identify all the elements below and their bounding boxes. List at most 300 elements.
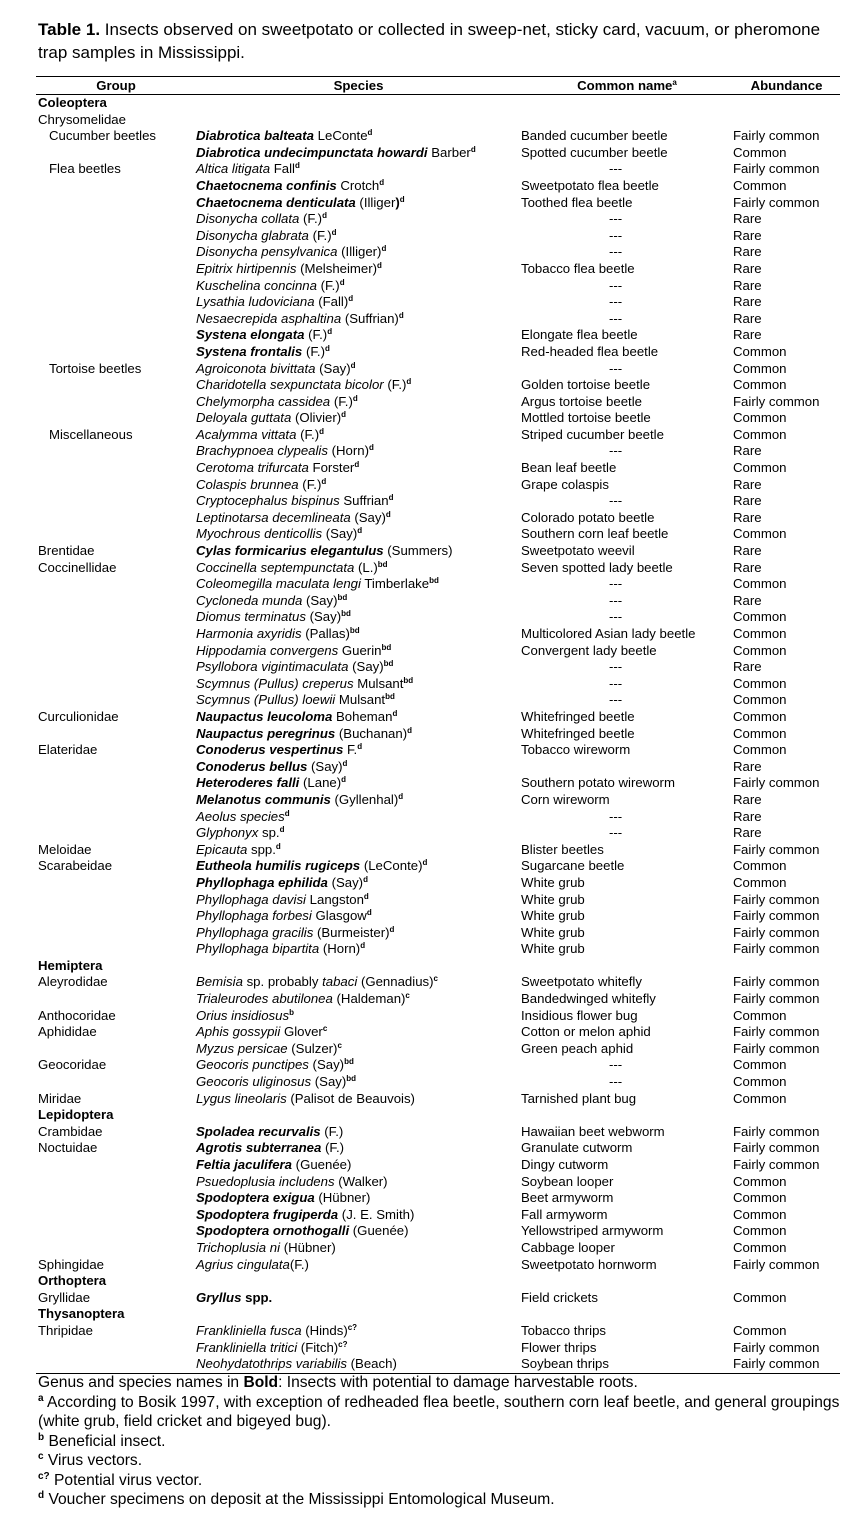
- table-row: [36, 410, 840, 427]
- footnote-mark: d: [407, 725, 412, 735]
- species-name: Cylas formicarius elegantulus: [196, 543, 384, 559]
- species-name: Conoderus bellus: [196, 758, 308, 774]
- species-author: (Say): [322, 526, 358, 542]
- abundance-cell: Rare: [733, 808, 762, 824]
- table-row: [36, 726, 840, 743]
- species-cell: [196, 908, 521, 925]
- common-name-cell: Insidious flower bug: [521, 1007, 638, 1023]
- footnote-mark: d: [341, 410, 347, 420]
- group-cell: [36, 394, 196, 411]
- common-name-cell: Corn wireworm: [521, 791, 610, 807]
- abundance-cell: Common: [733, 144, 787, 160]
- common-name-cell: ---: [609, 692, 623, 708]
- species-cell: [196, 145, 521, 162]
- species-cell: [196, 294, 521, 311]
- table-row: [36, 576, 840, 593]
- species-cell: [196, 593, 521, 610]
- table-row: [36, 609, 840, 626]
- group-cell: [36, 1207, 196, 1224]
- table-row: [36, 394, 840, 411]
- species-name: Spoladea recurvalis: [196, 1123, 321, 1139]
- species-cell: [196, 991, 521, 1008]
- group-cell: [36, 726, 196, 743]
- table-row: [36, 643, 840, 660]
- abundance-cell: Fairly common: [733, 1256, 820, 1272]
- footnote-a: $^a$ According to Bosik 1997, with exception of redheaded flea beetle, southern corn leaf beetle, and general groupings (white grub, field cricket and bigeyed bug).: [38, 1392, 840, 1430]
- species-author: (Say): [308, 1057, 345, 1073]
- species-name-2: tabaci: [322, 974, 358, 990]
- table-row: [36, 1140, 840, 1157]
- species-author: (F.): [308, 227, 332, 243]
- table-row: [36, 1157, 840, 1174]
- footnote-mark: d: [331, 227, 337, 237]
- group-cell: [36, 593, 196, 610]
- species-cell: [196, 1041, 521, 1058]
- abundance-cell: Rare: [733, 211, 762, 227]
- common-name-cell: ---: [609, 808, 623, 824]
- species-name: Heteroderes falli: [196, 775, 300, 791]
- common-name-cell: ---: [609, 675, 623, 691]
- species-author: (L.): [354, 559, 378, 575]
- species-author: sp. probably: [242, 974, 323, 990]
- footnote-mark: bd: [337, 592, 348, 602]
- table-row: [36, 792, 840, 809]
- table-row: [36, 510, 840, 527]
- species-name: Systena elongata: [196, 327, 305, 343]
- species-author: (Fitch): [297, 1339, 339, 1355]
- species-cell: [196, 1024, 521, 1041]
- abundance-cell: Fairly common: [733, 908, 820, 924]
- table-row: [36, 161, 840, 178]
- species-author-bracket: ): [395, 194, 400, 210]
- species-name: Psuedoplusia includens: [196, 1173, 335, 1189]
- species-name: Coccinella septempunctata: [196, 559, 355, 575]
- species-name: Conoderus vespertinus: [196, 742, 344, 758]
- species-author: (Hinds): [301, 1322, 348, 1338]
- species-cell: [196, 1157, 521, 1174]
- abundance-cell: Common: [733, 1289, 787, 1305]
- species-name: Naupactus peregrinus: [196, 725, 336, 741]
- common-name-cell: Sweetpotato flea beetle: [521, 177, 659, 193]
- footnote-mark: d: [363, 891, 369, 901]
- species-cell: [196, 278, 521, 295]
- footnote-mark: c?: [338, 1339, 348, 1349]
- species-cell: [196, 692, 521, 709]
- header-group: Group: [36, 77, 196, 95]
- species-cell: [196, 1207, 521, 1224]
- common-name-cell: Yellowstriped armyworm: [521, 1223, 664, 1239]
- species-name: Colaspis brunnea: [196, 476, 299, 492]
- group-cell: Tortoise beetles: [49, 360, 142, 376]
- species-name: Geocoris uliginosus: [196, 1074, 312, 1090]
- species-name: Diabrotica balteata: [196, 128, 314, 144]
- abundance-cell: Fairly common: [733, 991, 820, 1007]
- group-cell: [36, 1340, 196, 1357]
- group-cell: [36, 294, 196, 311]
- species-author: Crotch: [336, 177, 380, 193]
- abundance-cell: Common: [733, 410, 787, 426]
- species-cell: [196, 775, 521, 792]
- abundance-cell: Fairly common: [733, 194, 820, 210]
- abundance-cell: Rare: [733, 791, 762, 807]
- group-cell: Crambidae: [38, 1123, 103, 1139]
- footnote-mark: bd: [341, 609, 351, 619]
- table-row: [36, 709, 840, 726]
- table-row: [36, 1290, 840, 1307]
- abundance-cell: Rare: [733, 659, 762, 675]
- group-cell: Chrysomelidae: [38, 111, 126, 127]
- species-cell: [196, 858, 521, 875]
- species-name: Scymnus (Pullus) loewii: [196, 692, 336, 708]
- table-row: [36, 460, 840, 477]
- abundance-cell: Common: [733, 1173, 787, 1189]
- footnote-mark: d: [327, 327, 333, 337]
- common-name-cell: Tobacco thrips: [521, 1322, 607, 1338]
- table-row: [36, 1190, 840, 1207]
- footnote-mark: bd: [346, 1074, 357, 1084]
- table-title-text: Insects observed on sweetpotato or collected in sweep-net, sticky card, vacuum, or pheromone trap samples in Mississippi.: [38, 20, 821, 62]
- species-name: Aphis gossypii: [196, 1024, 281, 1040]
- species-author: Fall: [270, 161, 295, 177]
- species-author: spp.: [247, 841, 276, 857]
- species-author: (F.): [299, 211, 323, 227]
- group-cell: [36, 1223, 196, 1240]
- abundance-cell: Common: [733, 1007, 787, 1023]
- group-cell: [36, 925, 196, 942]
- header-abundance: Abundance: [733, 77, 840, 95]
- abundance-cell: Rare: [733, 543, 762, 559]
- group-cell: [36, 261, 196, 278]
- common-name-cell: Whitefringed beetle: [521, 708, 635, 724]
- abundance-cell: Common: [733, 1223, 787, 1239]
- species-author: (Guenée): [349, 1223, 409, 1239]
- footnote-mark: c?: [347, 1322, 358, 1332]
- common-name-cell: Flower thrips: [521, 1339, 597, 1355]
- table-row: [36, 560, 840, 577]
- common-name-cell: ---: [609, 310, 623, 326]
- table-row: [36, 1174, 840, 1191]
- common-name-cell: Sweetpotato hornworm: [521, 1256, 657, 1272]
- table-row: [36, 95, 840, 112]
- species-cell: [196, 1057, 521, 1074]
- species-name: Nesaecrepida asphaltina: [196, 310, 342, 326]
- species-author: (Buchanan): [335, 725, 408, 741]
- species-cell: [196, 726, 521, 743]
- table-row: [36, 1240, 840, 1257]
- species-author: sp.: [258, 825, 280, 841]
- species-name: Spodoptera ornothogalli: [196, 1223, 350, 1239]
- species-name: Chaetocnema confinis: [196, 177, 337, 193]
- common-name-cell: ---: [609, 244, 623, 260]
- footnote-d: $^d$ Voucher specimens on deposit at the Mississippi Entomological Museum.: [38, 1490, 555, 1508]
- species-author: (Fall): [314, 294, 349, 310]
- common-name-cell: Mottled tortoise beetle: [521, 410, 651, 426]
- species-name: Feltia jaculifera: [196, 1157, 293, 1172]
- species-name: Frankliniella fusca: [196, 1322, 302, 1338]
- group-cell: [36, 228, 196, 245]
- abundance-cell: Rare: [733, 260, 762, 276]
- species-name: Harmonia axyridis: [196, 626, 302, 641]
- species-name: Geocoris punctipes: [196, 1057, 309, 1073]
- species-cell: [196, 493, 521, 510]
- abundance-cell: Rare: [733, 277, 762, 293]
- species-name: Chaetocnema denticulata: [196, 194, 356, 210]
- group-cell: [36, 576, 196, 593]
- abundance-cell: Fairly common: [733, 891, 820, 907]
- species-cell: [196, 477, 521, 494]
- species-name: Disonycha pensylvanica: [196, 244, 338, 260]
- common-name-cell: Elongate flea beetle: [521, 327, 638, 343]
- species-author: (Say): [350, 509, 386, 525]
- species-cell: [196, 1074, 521, 1091]
- species-name: Disonycha collata: [196, 211, 300, 227]
- footnote-mark: c: [433, 974, 438, 984]
- species-author: (Say): [302, 592, 338, 608]
- abundance-cell: Fairly common: [733, 775, 820, 791]
- group-cell: Elateridae: [38, 742, 98, 758]
- species-author: (F.): [330, 393, 353, 409]
- table-row: [36, 892, 840, 909]
- species-name: Agroiconota bivittata: [196, 360, 316, 376]
- common-name-cell: [521, 958, 733, 975]
- species-author: (F.): [321, 1140, 345, 1156]
- common-name-cell: [521, 112, 733, 129]
- footnote-mark: d: [406, 377, 412, 387]
- species-cell: [196, 1273, 521, 1290]
- footnote-mark: d: [470, 144, 476, 154]
- footnote-mark: d: [325, 343, 330, 353]
- species-author: (Illiger: [355, 194, 396, 210]
- species-name: Epitrix hirtipennis: [196, 260, 297, 276]
- species-name: Aeolus species: [196, 808, 285, 824]
- species-name: Lygus lineolaris: [196, 1090, 287, 1106]
- table-row: [36, 361, 840, 378]
- abundance-cell: Common: [733, 742, 787, 758]
- species-author: spp.: [241, 1289, 273, 1305]
- table-row: [36, 842, 840, 859]
- group-cell: [36, 178, 196, 195]
- group-cell: [36, 278, 196, 295]
- common-name-cell: Granulate cutworm: [521, 1140, 633, 1156]
- group-cell: [36, 809, 196, 826]
- abundance-cell: Rare: [733, 310, 762, 326]
- species-name: Brachypnoea clypealis: [196, 443, 328, 459]
- abundance-cell: Rare: [733, 509, 762, 525]
- common-name-cell: Tobacco flea beetle: [521, 260, 635, 276]
- group-cell: [36, 410, 196, 427]
- species-author: Guerin: [338, 642, 382, 658]
- species-cell: [196, 792, 521, 809]
- species-name: Epicauta: [196, 841, 248, 857]
- species-author: Langston: [305, 891, 364, 907]
- species-cell: [196, 875, 521, 892]
- table-row: [36, 809, 840, 826]
- abundance-cell: Common: [733, 360, 787, 376]
- footnote-mark: d: [319, 426, 325, 436]
- species-author: (Melsheimer): [296, 260, 378, 276]
- common-name-cell: Southern potato wireworm: [521, 775, 675, 791]
- abundance-cell: Rare: [733, 327, 762, 343]
- species-cell: [196, 1107, 521, 1124]
- species-cell: [196, 112, 521, 129]
- group-cell: [36, 1157, 196, 1174]
- footnote-mark: d: [399, 194, 405, 204]
- group-cell: [36, 908, 196, 925]
- species-author: Timberlake: [360, 576, 430, 592]
- group-cell: Curculionidae: [38, 708, 119, 724]
- common-name-cell: Red-headed flea beetle: [521, 343, 659, 359]
- common-name-cell: ---: [609, 659, 623, 675]
- species-name: Spodoptera exigua: [196, 1190, 315, 1206]
- species-author: (Beach): [347, 1356, 397, 1372]
- table-row: [36, 941, 840, 958]
- species-cell: [196, 311, 521, 328]
- group-cell: Sphingidae: [38, 1256, 104, 1272]
- abundance-cell: Common: [733, 576, 787, 592]
- abundance-cell: Rare: [733, 493, 762, 509]
- footnote-mark: d: [398, 310, 404, 320]
- species-cell: [196, 842, 521, 859]
- table-row: [36, 1207, 840, 1224]
- table-row: [36, 742, 840, 759]
- species-author: (Lane): [299, 775, 342, 791]
- group-cell: Geocoridae: [38, 1057, 107, 1073]
- species-name: Agrius cingulata: [196, 1256, 290, 1272]
- common-name-cell: Green peach aphid: [521, 1040, 634, 1056]
- group-cell: Lepidoptera: [38, 1107, 114, 1123]
- common-name-cell: Sweetpotato weevil: [521, 543, 635, 559]
- species-author: (F.): [383, 377, 407, 393]
- species-name: Kuschelina concinna: [196, 277, 317, 293]
- footnote-mark: d: [284, 808, 290, 818]
- species-name: Eutheola humilis rugiceps: [196, 858, 361, 874]
- abundance-cell: Rare: [733, 227, 762, 243]
- species-name: Gryllus: [196, 1289, 242, 1305]
- common-name-cell: Convergent lady beetle: [521, 642, 657, 658]
- species-cell: [196, 759, 521, 776]
- abundance-cell: Fairly common: [733, 1157, 820, 1172]
- footnote-mark: bd: [381, 642, 392, 652]
- abundance-cell: [733, 1273, 840, 1290]
- abundance-cell: Common: [733, 858, 787, 874]
- insect-table: [36, 76, 840, 1374]
- group-cell: Aphididae: [38, 1024, 97, 1040]
- species-author: (Say): [311, 1074, 347, 1090]
- footnote-mark: bd: [403, 675, 414, 685]
- common-name-cell: Multicolored Asian lady beetle: [521, 626, 696, 641]
- common-name-cell: Sweetpotato whitefly: [521, 974, 642, 990]
- group-cell: [36, 659, 196, 676]
- common-name-cell: ---: [609, 227, 623, 243]
- species-author: Barber: [427, 144, 471, 160]
- species-author: (Say): [307, 758, 343, 774]
- species-cell: [196, 1356, 521, 1373]
- table-row: [36, 294, 840, 311]
- species-author: (F.): [302, 343, 325, 359]
- species-author: LeConte: [314, 128, 368, 144]
- table-row: [36, 775, 840, 792]
- table-row: [36, 377, 840, 394]
- common-name-cell: White grub: [521, 908, 585, 924]
- group-cell: [36, 1190, 196, 1207]
- footnote-mark: d: [342, 758, 348, 768]
- species-cell: [196, 128, 521, 145]
- group-cell: [36, 676, 196, 693]
- footnote-mark: d: [422, 858, 428, 868]
- footnote-mark: d: [398, 791, 404, 801]
- species-cell: [196, 1223, 521, 1240]
- group-cell: [36, 825, 196, 842]
- species-name: Myochrous denticollis: [196, 526, 323, 542]
- common-name-cell: Tarnished plant bug: [521, 1090, 637, 1106]
- group-cell: [36, 195, 196, 212]
- abundance-cell: [733, 112, 840, 129]
- group-cell: Miscellaneous: [49, 426, 133, 442]
- species-name: Myzus persicae: [196, 1040, 288, 1056]
- table-row: [36, 1124, 840, 1141]
- common-name-cell: ---: [609, 443, 623, 459]
- species-author: (Say): [315, 360, 351, 376]
- abundance-cell: Fairly common: [733, 974, 820, 990]
- common-name-cell: ---: [609, 825, 623, 841]
- footnote-mark: d: [385, 509, 391, 519]
- abundance-cell: Common: [733, 1190, 787, 1206]
- group-cell: [36, 211, 196, 228]
- common-name-cell: Blister beetles: [521, 841, 604, 857]
- group-cell: [36, 941, 196, 958]
- species-cell: [196, 195, 521, 212]
- species-author: Boheman: [332, 708, 393, 724]
- species-name: Charidotella sexpunctata bicolor: [196, 377, 384, 393]
- group-cell: [36, 875, 196, 892]
- species-author: (LeConte): [360, 858, 423, 874]
- species-author: Mulsant: [335, 692, 386, 708]
- table-row: [36, 543, 840, 560]
- abundance-cell: Common: [733, 1239, 787, 1255]
- species-name: Glyphonyx: [196, 825, 259, 841]
- species-name: Phyllophaga gracilis: [196, 924, 314, 940]
- footnote-mark: b: [289, 1007, 294, 1017]
- group-cell: [36, 1356, 196, 1373]
- footnote-mark: d: [339, 277, 345, 287]
- abundance-cell: Common: [733, 725, 787, 741]
- species-author: (Haldeman): [332, 991, 406, 1007]
- species-cell: [196, 394, 521, 411]
- species-author: (Summers): [383, 543, 453, 559]
- table-row: [36, 1257, 840, 1274]
- common-name-cell: Striped cucumber beetle: [521, 426, 664, 442]
- table-row: [36, 228, 840, 245]
- common-name-cell: Fall armyworm: [521, 1206, 608, 1222]
- footnote-b: $^b$ Beneficial insect.: [38, 1431, 166, 1450]
- common-name-cell: Spotted cucumber beetle: [521, 144, 668, 160]
- abundance-cell: Common: [733, 1322, 787, 1338]
- abundance-cell: Common: [733, 426, 787, 442]
- species-cell: [196, 643, 521, 660]
- species-name: Phyllophaga forbesi: [196, 908, 312, 924]
- species-name: Spodoptera frugiperda: [196, 1206, 339, 1222]
- species-author: (Horn): [319, 941, 361, 957]
- footnote-bold: Genus and species names in Bold: Insects with potential to damage harvestable roots.: [38, 1374, 638, 1391]
- species-author-2: (Gennadius): [357, 974, 434, 990]
- table-row: [36, 1306, 840, 1323]
- species-cell: [196, 1008, 521, 1025]
- table-row: [36, 261, 840, 278]
- abundance-cell: Common: [733, 626, 787, 641]
- species-name: Psyllobora vigintimaculata: [196, 659, 349, 675]
- table-row: [36, 493, 840, 510]
- group-cell: Coleoptera: [38, 95, 107, 110]
